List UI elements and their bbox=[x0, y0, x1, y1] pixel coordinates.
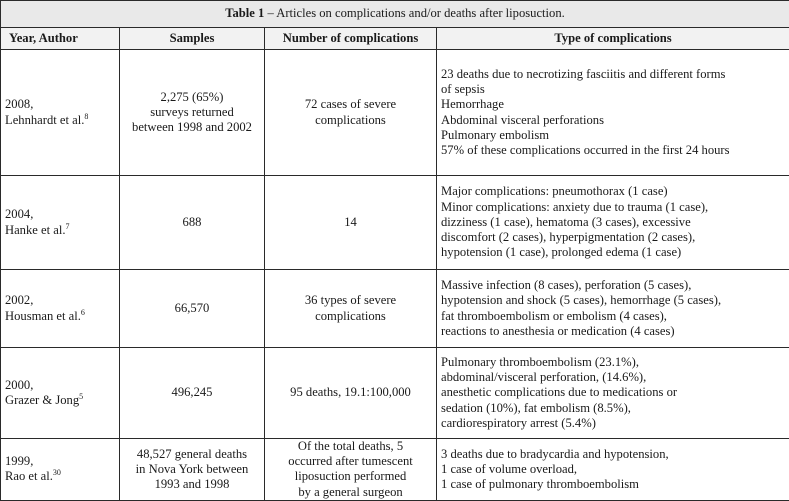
complications-line: by a general surgeon bbox=[269, 485, 432, 500]
cell-samples bbox=[120, 439, 265, 501]
reference-number: 5 bbox=[79, 392, 83, 401]
author bbox=[5, 469, 115, 484]
year: 2008, bbox=[5, 97, 115, 112]
year: 2002, bbox=[5, 293, 115, 308]
samples-line: in Nova York between bbox=[124, 462, 260, 477]
type-line: Abdominal visceral perforations bbox=[441, 113, 785, 128]
samples-line: between 1998 and 2002 bbox=[124, 120, 260, 135]
type-line: hypotension and shock (5 cases), hemorrhage (5 cases), bbox=[441, 293, 785, 308]
cell-year-author bbox=[1, 348, 120, 439]
type-line: hypotension (1 case), prolonged edema (1 case) bbox=[441, 245, 785, 260]
table-body bbox=[1, 50, 789, 501]
type-line: abdominal/visceral perforation, (14.6%), bbox=[441, 370, 785, 385]
cell-samples bbox=[120, 176, 265, 270]
cell-number-of-complications bbox=[265, 50, 437, 176]
year: 1999, bbox=[5, 454, 115, 469]
cell-type-of-complications bbox=[437, 50, 789, 176]
reference-number: 7 bbox=[66, 221, 70, 230]
samples-line: 48,527 general deaths bbox=[124, 447, 260, 462]
cell-number-of-complications bbox=[265, 439, 437, 501]
complications-line: complications bbox=[269, 309, 432, 324]
type-line: sedation (10%), fat embolism (8.5%), bbox=[441, 401, 785, 416]
cell-year-author bbox=[1, 270, 120, 348]
type-line: Hemorrhage bbox=[441, 97, 785, 112]
samples-line: 2,275 (65%) bbox=[124, 90, 260, 105]
cell-number-of-complications bbox=[265, 176, 437, 270]
author bbox=[5, 113, 115, 128]
table-caption-dash: – bbox=[264, 6, 276, 20]
cell-number-of-complications bbox=[265, 348, 437, 439]
type-line: Major complications: pneumothorax (1 case) bbox=[441, 184, 785, 199]
type-line: 1 case of volume overload, bbox=[441, 462, 785, 477]
table-row bbox=[1, 439, 789, 501]
complications-line: 72 cases of severe bbox=[269, 97, 432, 112]
author-name: Rao et al. bbox=[5, 469, 53, 483]
author-name: Hanke et al. bbox=[5, 223, 66, 237]
cell-type-of-complications bbox=[437, 439, 789, 501]
samples-line: 66,570 bbox=[124, 301, 260, 316]
cell-year-author bbox=[1, 50, 120, 176]
table-caption-text: Articles on complications and/or deaths after liposuction. bbox=[276, 6, 565, 20]
cell-samples bbox=[120, 270, 265, 348]
author bbox=[5, 309, 115, 324]
type-line: 23 deaths due to necrotizing fasciitis and different forms bbox=[441, 67, 785, 82]
table-caption bbox=[1, 1, 789, 28]
table-row bbox=[1, 348, 789, 439]
cell-type-of-complications bbox=[437, 348, 789, 439]
samples-line: 496,245 bbox=[124, 385, 260, 400]
type-line: Massive infection (8 cases), perforation (5 cases), bbox=[441, 278, 785, 293]
samples-line: 688 bbox=[124, 215, 260, 230]
complications-line: liposuction performed bbox=[269, 469, 432, 484]
complications-line: occurred after tumescent bbox=[269, 454, 432, 469]
table-label: Table 1 bbox=[225, 6, 264, 20]
samples-line: surveys returned bbox=[124, 105, 260, 120]
samples-line: 1993 and 1998 bbox=[124, 477, 260, 492]
complications-line: 95 deaths, 19.1:100,000 bbox=[269, 385, 432, 400]
cell-year-author bbox=[1, 176, 120, 270]
table-title-row bbox=[1, 1, 789, 28]
year: 2004, bbox=[5, 207, 115, 222]
table-row bbox=[1, 176, 789, 270]
header-samples: Samples bbox=[120, 28, 265, 50]
type-line: Pulmonary embolism bbox=[441, 128, 785, 143]
author bbox=[5, 393, 115, 408]
type-line: of sepsis bbox=[441, 82, 785, 97]
type-line: 1 case of pulmonary thromboembolism bbox=[441, 477, 785, 492]
author-name: Lehnhardt et al. bbox=[5, 113, 84, 127]
complications-line: 14 bbox=[269, 215, 432, 230]
complications-line: Of the total deaths, 5 bbox=[269, 439, 432, 454]
column-header-row bbox=[1, 28, 789, 50]
header-year-author: Year, Author bbox=[1, 28, 120, 50]
type-line: 3 deaths due to bradycardia and hypotension, bbox=[441, 447, 785, 462]
author bbox=[5, 223, 115, 238]
type-line: Pulmonary thromboembolism (23.1%), bbox=[441, 355, 785, 370]
complications-line: complications bbox=[269, 113, 432, 128]
type-line: fat thromboembolism or embolism (4 cases), bbox=[441, 309, 785, 324]
reference-number: 30 bbox=[53, 468, 61, 477]
cell-year-author bbox=[1, 439, 120, 501]
table-row bbox=[1, 50, 789, 176]
type-line: cardiorespiratory arrest (5.4%) bbox=[441, 416, 785, 431]
table-row bbox=[1, 270, 789, 348]
cell-type-of-complications bbox=[437, 270, 789, 348]
type-line: 57% of these complications occurred in the first 24 hours bbox=[441, 143, 785, 158]
reference-number: 6 bbox=[81, 307, 85, 316]
author-name: Housman et al. bbox=[5, 309, 81, 323]
header-number-of-complications: Number of complications bbox=[265, 28, 437, 50]
type-line: anesthetic complications due to medications or bbox=[441, 385, 785, 400]
type-line: reactions to anesthesia or medication (4 cases) bbox=[441, 324, 785, 339]
year: 2000, bbox=[5, 378, 115, 393]
cell-type-of-complications bbox=[437, 176, 789, 270]
cell-number-of-complications bbox=[265, 270, 437, 348]
type-line: discomfort (2 cases), hyperpigmentation (2 cases), bbox=[441, 230, 785, 245]
cell-samples bbox=[120, 348, 265, 439]
type-line: Minor complications: anxiety due to trauma (1 case), bbox=[441, 200, 785, 215]
header-type-of-complications: Type of complications bbox=[437, 28, 789, 50]
complications-line: 36 types of severe bbox=[269, 293, 432, 308]
cell-samples bbox=[120, 50, 265, 176]
reference-number: 8 bbox=[84, 111, 88, 120]
type-line: dizziness (1 case), hematoma (3 cases), excessive bbox=[441, 215, 785, 230]
author-name: Grazer & Jong bbox=[5, 393, 79, 407]
